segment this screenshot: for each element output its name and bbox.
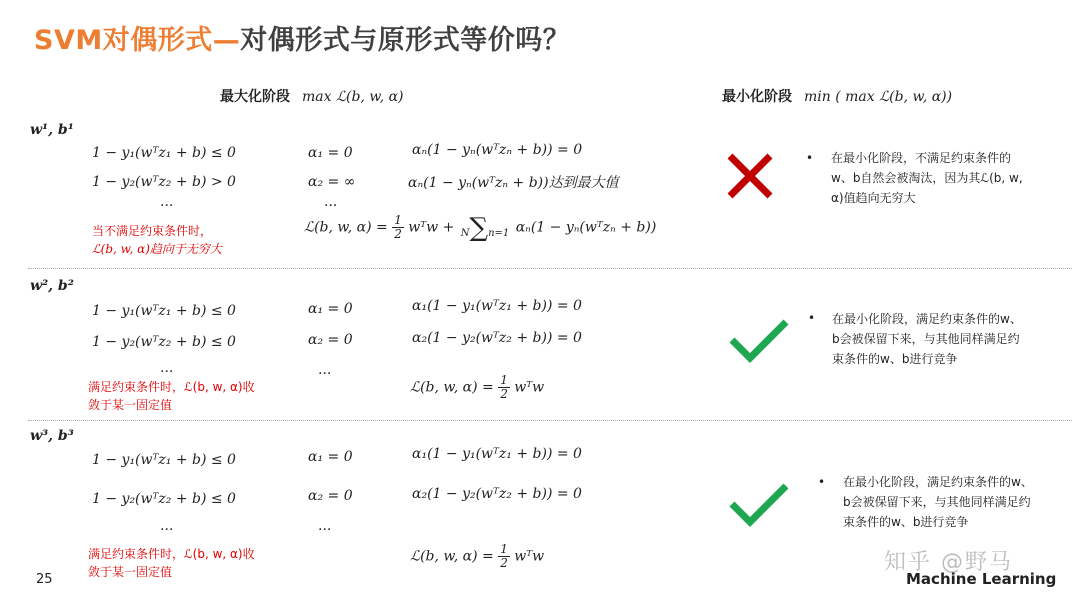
section1-alpha2: α₂ = ∞ [308, 174, 356, 190]
section2-frac-den: 2 [500, 387, 508, 401]
section3-constraint-dots: ... [160, 518, 174, 534]
min-phase-expr: min ( max ℒ(b, w, α)) [804, 89, 953, 105]
section1-lag-mid: wᵀw + [408, 219, 455, 236]
section2-result2: α₂(1 − y₂(wᵀz₂ + b)) = 0 [412, 330, 582, 346]
section3-frac-den: 2 [500, 556, 508, 570]
section1-explanation: 在最小化阶段，不满足约束条件的w、b自然会被淘汰，因为其ℒ(b, w, α)值趋向无穷大 [831, 151, 1023, 205]
section3-constraint2: 1 − y₂(wᵀz₂ + b) ≤ 0 [92, 491, 236, 507]
section2-w-label: w², b² [30, 278, 74, 294]
max-phase-expr: max ℒ(b, w, α) [302, 89, 404, 105]
section1-alpha-dots: ... [324, 194, 338, 210]
title-part-main: 对偶形式与原形式等价吗？ [240, 25, 571, 56]
section1-constraint2: 1 − y₂(wᵀz₂ + b) > 0 [92, 174, 236, 190]
section1-frac-den: 2 [394, 227, 402, 241]
section-divider [28, 420, 1072, 421]
section2-frac-num: 1 [500, 373, 508, 387]
watermark: 知乎 @野马 [884, 550, 1013, 575]
section3-explanation: 在最小化阶段，满足约束条件的w、b会被保留下来，与其他同样满足约束条件的w、b进行竞争 [843, 475, 1033, 529]
section2-constraint-dots: ... [160, 360, 174, 376]
section2-constraint2: 1 − y₂(wᵀz₂ + b) ≤ 0 [92, 334, 236, 350]
section1-sum [460, 212, 510, 243]
check-icon [728, 480, 790, 534]
section1-note-line1: 当不满足约束条件时， [92, 224, 213, 238]
section3-alpha-dots: ... [318, 518, 332, 534]
page-number: 25 [36, 572, 53, 587]
slide-title [34, 18, 570, 57]
section3-constraint1: 1 − y₁(wᵀz₁ + b) ≤ 0 [92, 452, 236, 468]
section3-note-line2: 敛于某一固定值 [88, 565, 173, 579]
check-icon [728, 316, 790, 370]
section3-lag-mid: wᵀw [514, 548, 545, 565]
section2-constraint1: 1 − y₁(wᵀz₁ + b) ≤ 0 [92, 303, 236, 319]
sigma-symbol: ∑ [469, 212, 489, 243]
section1-lag-tail: αₙ(1 − yₙ(wᵀzₙ + b)) [515, 219, 657, 236]
section3-lagrangian [410, 543, 544, 570]
section3-note [88, 545, 255, 581]
section3-result2: α₂(1 − y₂(wᵀz₂ + b)) = 0 [412, 486, 582, 502]
section2-lag-mid: wᵀw [514, 379, 545, 396]
section1-constraint1: 1 − y₁(wᵀz₁ + b) ≤ 0 [92, 145, 236, 161]
section2-alpha2: α₂ = 0 [308, 332, 353, 348]
min-phase-header [722, 86, 952, 106]
bullet-icon: • [808, 311, 816, 325]
section3-note-line1: 满足约束条件时，ℒ(b, w, α)收 [88, 547, 255, 561]
section1-note [92, 222, 222, 258]
section3-alpha1: α₁ = 0 [308, 449, 353, 465]
section1-constraint-dots: ... [160, 194, 174, 210]
section2-lagrangian [410, 374, 544, 401]
section1-half-fraction [392, 214, 404, 241]
section2-note [88, 378, 255, 414]
max-phase-label: 最大化阶段 [220, 89, 290, 105]
bullet-icon: • [806, 151, 814, 165]
cross-icon [724, 150, 776, 206]
section1-result2: αₙ(1 − yₙ(wᵀzₙ + b))达到最大值 [408, 175, 619, 191]
section1-alpha1: α₁ = 0 [308, 145, 353, 161]
section1-result1: αₙ(1 − yₙ(wᵀzₙ + b)) = 0 [412, 142, 583, 158]
section1-lagrangian [304, 214, 656, 241]
section2-alpha-dots: ... [318, 362, 332, 378]
section2-explanation: 在最小化阶段，满足约束条件的w、b会被保留下来，与其他同样满足约束条件的w、b进行竞争 [832, 312, 1022, 366]
section3-half-fraction [498, 543, 510, 570]
section2-alpha1: α₁ = 0 [308, 301, 353, 317]
section-divider [28, 268, 1072, 269]
min-phase-label: 最小化阶段 [722, 89, 792, 105]
section2-lag-prefix: ℒ(b, w, α) = [410, 379, 494, 396]
section2-half-fraction [498, 374, 510, 401]
section3-lag-prefix: ℒ(b, w, α) = [410, 548, 494, 565]
max-phase-header [220, 86, 404, 106]
section1-sum-bot: n=1 [488, 227, 510, 239]
section1-frac-num: 1 [394, 213, 402, 227]
section1-lag-prefix: ℒ(b, w, α) = [304, 219, 388, 236]
section3-w-label: w³, b³ [30, 428, 74, 444]
section1-w-label: w¹, b¹ [30, 122, 74, 138]
section2-note-line1: 满足约束条件时，ℒ(b, w, α)收 [88, 380, 255, 394]
section2-result1: α₁(1 − y₁(wᵀz₁ + b)) = 0 [412, 298, 582, 314]
section1-sum-top: N [460, 227, 470, 239]
section2-note-line2: 敛于某一固定值 [88, 398, 173, 412]
brand-label: Machine Learning [906, 570, 1057, 588]
title-part-highlight: SVM对偶形式— [34, 25, 241, 56]
bullet-icon: • [818, 475, 826, 489]
section3-result1: α₁(1 − y₁(wᵀz₁ + b)) = 0 [412, 446, 582, 462]
section1-note-line2: ℒ(b, w, α)趋向于无穷大 [92, 242, 222, 256]
section3-frac-num: 1 [500, 542, 508, 556]
section3-alpha2: α₂ = 0 [308, 488, 353, 504]
